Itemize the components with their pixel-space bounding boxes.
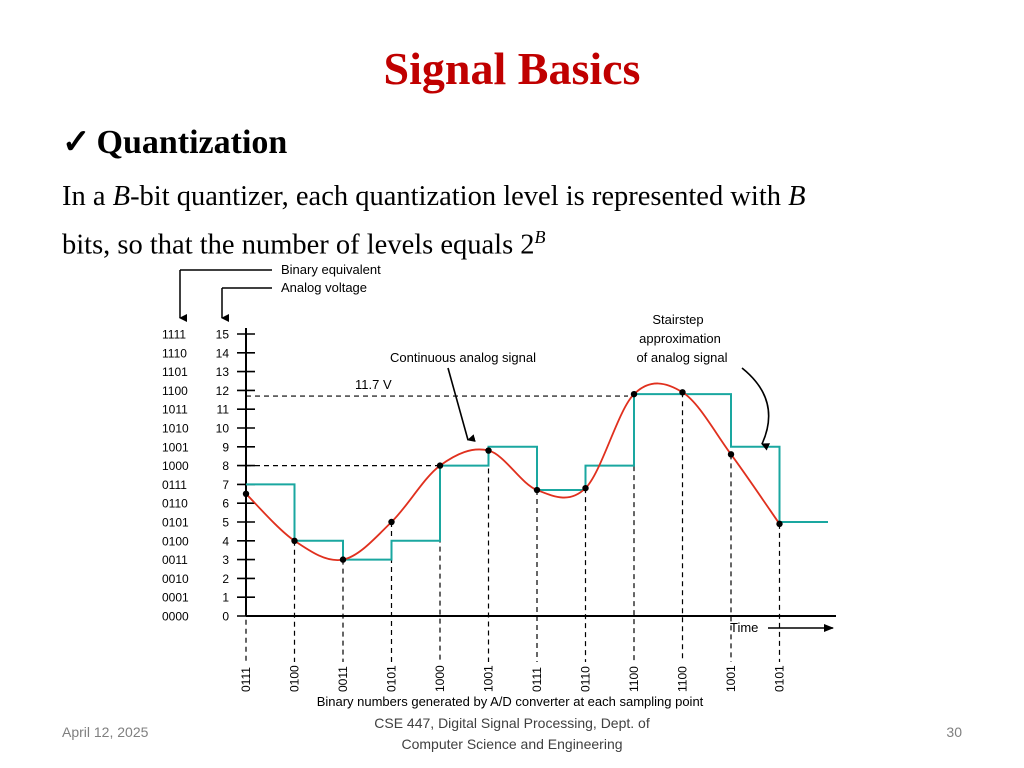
y-analog-label: 15 — [215, 327, 229, 342]
y-binary-label: 1011 — [162, 402, 188, 417]
footer-course-line1: CSE 447, Digital Signal Processing, Dept. of — [374, 715, 650, 731]
y-analog-label: 8 — [222, 459, 229, 474]
sample-code: 0111 — [530, 667, 544, 692]
sample-code: 1100 — [675, 666, 690, 692]
y-analog-label: 6 — [222, 496, 229, 511]
y-binary-label: 0000 — [162, 609, 189, 624]
sample-point — [582, 485, 588, 491]
y-axis-labels — [162, 328, 255, 624]
stairstep-label-line2: approximation — [639, 331, 721, 346]
time-label: Time — [730, 620, 759, 635]
stairstep-label-line1: Stairstep — [652, 312, 704, 327]
y-analog-label: 7 — [222, 477, 229, 492]
sample-code: 0111 — [239, 667, 253, 692]
sample-point — [437, 462, 443, 468]
binary-equivalent-label: Binary equivalent — [281, 262, 381, 277]
y-analog-label: 13 — [215, 365, 229, 380]
sample-point — [728, 451, 734, 457]
body-text-part: In a — [62, 181, 113, 212]
sample-point — [340, 556, 346, 562]
body-text-part: bits, so that the number of levels equals 2 — [62, 229, 535, 261]
sample-point — [243, 491, 249, 497]
y-binary-label: 1101 — [162, 365, 188, 380]
y-binary-label: 0001 — [162, 590, 189, 605]
sample-point — [485, 447, 491, 453]
y-binary-label: 1010 — [162, 421, 189, 436]
y-analog-label: 5 — [222, 515, 229, 530]
sample-code: 1001 — [481, 665, 496, 692]
analog-voltage-label: Analog voltage — [281, 280, 368, 295]
sample-point — [631, 391, 637, 397]
y-binary-label: 1000 — [162, 459, 189, 474]
y-binary-label: 0100 — [162, 534, 189, 549]
y-analog-label: 9 — [222, 440, 229, 455]
body-var: B — [112, 181, 131, 212]
y-analog-label: 3 — [222, 553, 229, 568]
stairstep-series — [246, 394, 828, 559]
continuous-signal-arrow — [448, 368, 468, 440]
y-analog-label: 1 — [222, 590, 229, 605]
sample-code: 1000 — [433, 665, 447, 692]
body-var: B — [788, 181, 806, 212]
sample-code: 1001 — [724, 665, 738, 692]
sample-code: 0011 — [336, 666, 350, 692]
body-text-part: -bit quantizer, each quantization level is represented with — [130, 181, 789, 212]
y-binary-label: 1110 — [162, 346, 187, 361]
bottom-axis-caption: Binary numbers generated by A/D converter at each sampling point — [316, 694, 704, 709]
y-analog-label: 2 — [222, 571, 229, 586]
sample-point — [291, 538, 297, 544]
checkmark-icon: ✓ — [62, 124, 91, 161]
y-binary-label: 0111 — [162, 477, 187, 492]
stairstep-label-line3: of analog signal — [636, 350, 728, 365]
y-binary-label: 1001 — [162, 440, 189, 455]
y-analog-label: 10 — [215, 421, 229, 436]
body-exponent: B — [534, 227, 546, 247]
sample-point — [679, 389, 685, 395]
y-binary-label: 1111 — [162, 327, 187, 342]
y-binary-label: 0010 — [162, 571, 189, 586]
analog-signal-curve — [246, 383, 780, 560]
stairstep-arrow — [742, 368, 769, 444]
sample-point — [776, 521, 782, 527]
footer-course — [352, 713, 672, 755]
y-binary-label: 0110 — [162, 496, 188, 511]
y-analog-label: 11 — [216, 402, 229, 417]
y-binary-label: 0101 — [162, 515, 189, 530]
sample-point — [534, 487, 540, 493]
guide-lines — [246, 392, 780, 662]
y-analog-label: 14 — [215, 346, 229, 361]
y-analog-label: 12 — [215, 383, 229, 398]
sample-code: 0101 — [772, 665, 787, 692]
footer-date: April 12, 2025 — [62, 724, 149, 740]
continuous-signal-label: Continuous analog signal — [390, 350, 536, 365]
y-binary-label: 1100 — [162, 383, 188, 398]
y-analog-label: 0 — [222, 609, 229, 624]
sample-code: 0110 — [578, 666, 593, 692]
sample-code-labels — [239, 665, 787, 692]
y-analog-label: 4 — [222, 534, 229, 549]
sample-code: 0100 — [287, 665, 302, 692]
footer-page-number: 30 — [946, 724, 962, 740]
sample-code: 0101 — [384, 665, 399, 692]
sample-point — [388, 519, 394, 525]
value-11-7-label: 11.7 V — [355, 377, 392, 392]
sample-code: 1100 — [627, 666, 641, 692]
y-binary-label: 0011 — [162, 553, 188, 568]
subtitle-text: Quantization — [96, 124, 288, 161]
stairstep-line — [246, 394, 828, 559]
slide-title: Signal Basics — [383, 43, 641, 94]
sample-points — [243, 389, 783, 563]
footer-course-line2: Computer Science and Engineering — [401, 736, 623, 752]
